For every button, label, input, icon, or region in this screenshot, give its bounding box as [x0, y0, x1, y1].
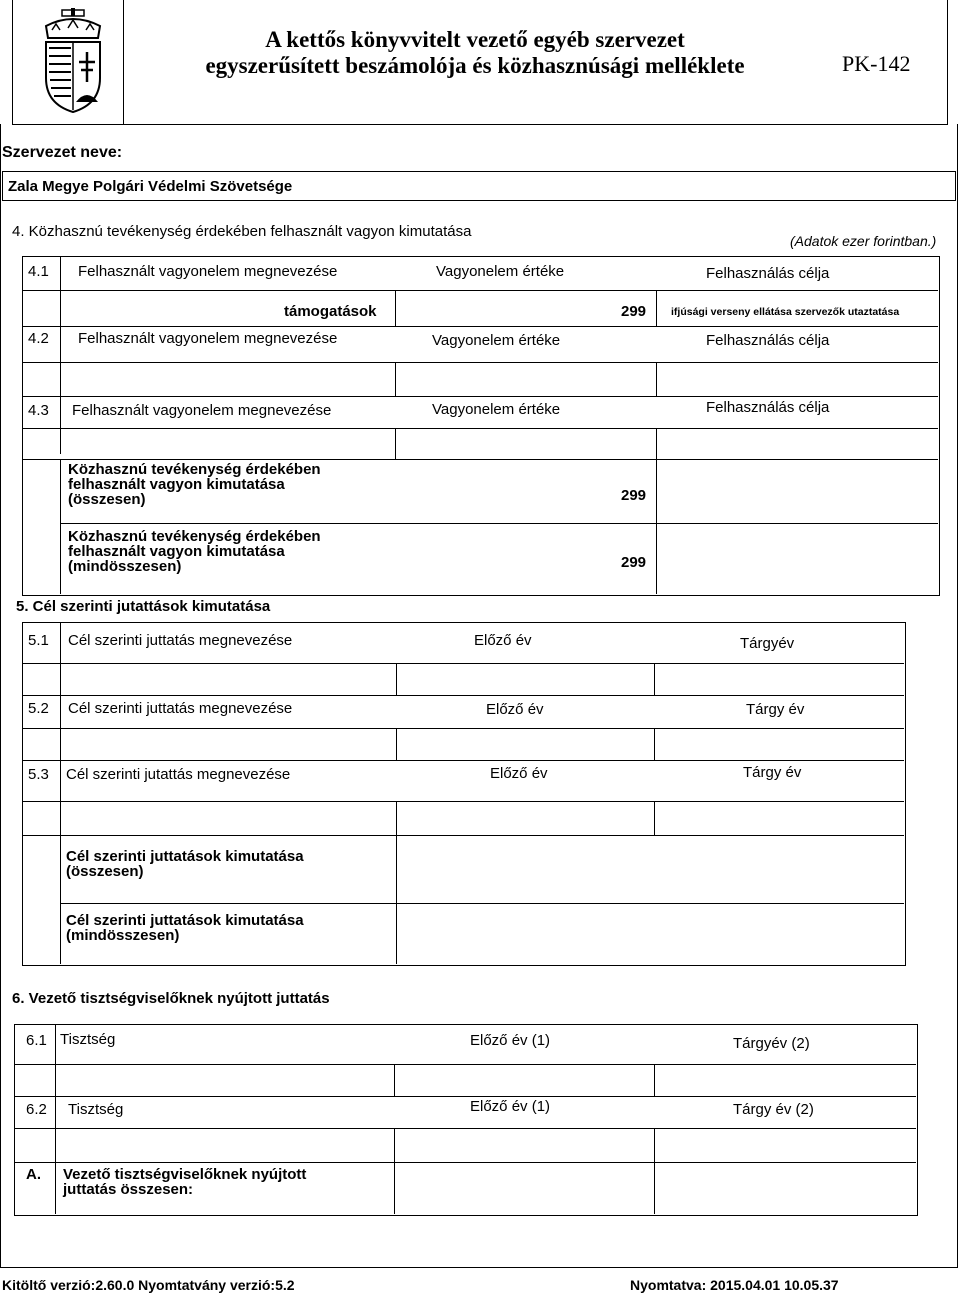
- section4-grand-value: 299: [621, 554, 647, 571]
- row-4-1-col1: Felhasznált vagyonelem megnevezése: [78, 263, 338, 280]
- row-5-3-col3: Tárgy év: [743, 764, 802, 781]
- row-5-3-num: 5.3: [28, 766, 49, 783]
- form-title: [130, 27, 820, 79]
- row-6-2-col2: Előző év (1): [470, 1098, 551, 1115]
- footer-left: Kitöltő verzió:2.60.0 Nyomtatvány verzió:5.2: [2, 1277, 295, 1293]
- row-5-2-num: 5.2: [28, 700, 49, 717]
- section4-total-label-l1: Közhasznú tevékenység érdekében: [68, 461, 321, 478]
- row-4-1-num: 4.1: [28, 263, 49, 280]
- row-5-2-col1: Cél szerinti juttatás megnevezése: [68, 700, 293, 717]
- row-4-1-purpose-value: ifjúsági verseny ellátása szervezők utaztatása: [671, 306, 900, 318]
- row-6-1-col2: Előző év (1): [470, 1032, 551, 1049]
- row-6-1-num: 6.1: [26, 1032, 47, 1049]
- section4-grand-label-l3: (mindösszesen): [68, 558, 182, 575]
- row-5-1-col3: Tárgyév: [740, 635, 795, 652]
- page-frame: [0, 124, 958, 1268]
- form-code: PK-142: [842, 51, 911, 76]
- section6-sum-l2: juttatás összesen:: [63, 1181, 194, 1198]
- section6-sum-num: A.: [26, 1166, 41, 1183]
- row-5-3-col2: Előző év: [490, 765, 548, 782]
- row-4-1-col2: Vagyonelem értéke: [436, 263, 565, 280]
- row-5-3-col1: Cél szerinti jutattás megnevezése: [66, 766, 291, 783]
- row-5-2-col3: Tárgy év: [746, 701, 805, 718]
- row-6-1-col1: Tisztség: [60, 1031, 116, 1048]
- section5-grand-l2: (mindösszesen): [66, 927, 180, 944]
- section4-grand-label-l2: felhasznált vagyon kimutatása: [68, 543, 285, 560]
- row-6-1-col3: Tárgyév (2): [733, 1035, 810, 1052]
- section5-grand-l1: Cél szerinti juttatások kimutatása: [66, 912, 304, 929]
- row-4-2-col3: Felhasználás célja: [706, 332, 830, 349]
- row-5-1-col2: Előző év: [474, 632, 532, 649]
- row-4-3-col2: Vagyonelem értéke: [432, 401, 561, 418]
- row-4-3-num: 4.3: [28, 402, 49, 419]
- org-name-value: Zala Megye Polgári Védelmi Szövetsége: [8, 178, 293, 195]
- form-title-line1: A kettős könyvvitelt vezető egyéb szervezet: [265, 27, 685, 52]
- row-4-2-num: 4.2: [28, 330, 49, 347]
- section5-total-l1: Cél szerinti juttatások kimutatása: [66, 848, 304, 865]
- section4-total-label-l3: (összesen): [68, 491, 146, 508]
- section6-sum-l1: Vezető tisztségviselőknek nyújtott: [63, 1166, 307, 1183]
- section4-total-value: 299: [621, 487, 647, 504]
- section5-title: 5. Cél szerinti jutattások kimutatása: [16, 598, 271, 615]
- row-4-3-col3: Felhasználás célja: [706, 399, 830, 416]
- row-5-2-col2: Előző év: [486, 701, 544, 718]
- section5-total-l2: (összesen): [66, 863, 144, 880]
- row-6-2-col3: Tárgy év (2): [733, 1101, 814, 1118]
- section4-total-label-l2: felhasznált vagyon kimutatása: [68, 476, 285, 493]
- row-4-2-col2: Vagyonelem értéke: [432, 332, 561, 349]
- row-6-2-col1: Tisztség: [68, 1101, 124, 1118]
- section6-title: 6. Vezető tisztségviselőknek nyújtott juttatás: [12, 990, 330, 1007]
- row-5-1-num: 5.1: [28, 632, 49, 649]
- row-5-1-col1: Cél szerinti juttatás megnevezése: [68, 632, 293, 649]
- row-4-1-amount-value: 299: [621, 303, 647, 320]
- header-divider: [123, 0, 124, 124]
- section4-unit-note: (Adatok ezer forintban.): [790, 233, 937, 249]
- form-title-line2: egyszerűsített beszámolója és közhasznúsági melléklete: [205, 53, 745, 78]
- section4-grand-label-l1: Közhasznú tevékenység érdekében: [68, 528, 321, 545]
- row-4-1-col3: Felhasználás célja: [706, 265, 830, 282]
- hungarian-coat-of-arms-icon: [40, 8, 106, 114]
- row-4-1-name-value: támogatások: [284, 303, 377, 320]
- footer-right: Nyomtatva: 2015.04.01 10.05.37: [630, 1277, 839, 1293]
- org-label: Szervezet neve:: [2, 144, 123, 161]
- section4-title: 4. Közhasznú tevékenység érdekében felhasznált vagyon kimutatása: [12, 223, 472, 240]
- row-4-3-col1: Felhasznált vagyonelem megnevezése: [72, 402, 332, 419]
- row-6-2-num: 6.2: [26, 1101, 47, 1118]
- row-4-2-col1: Felhasznált vagyonelem megnevezése: [78, 330, 338, 347]
